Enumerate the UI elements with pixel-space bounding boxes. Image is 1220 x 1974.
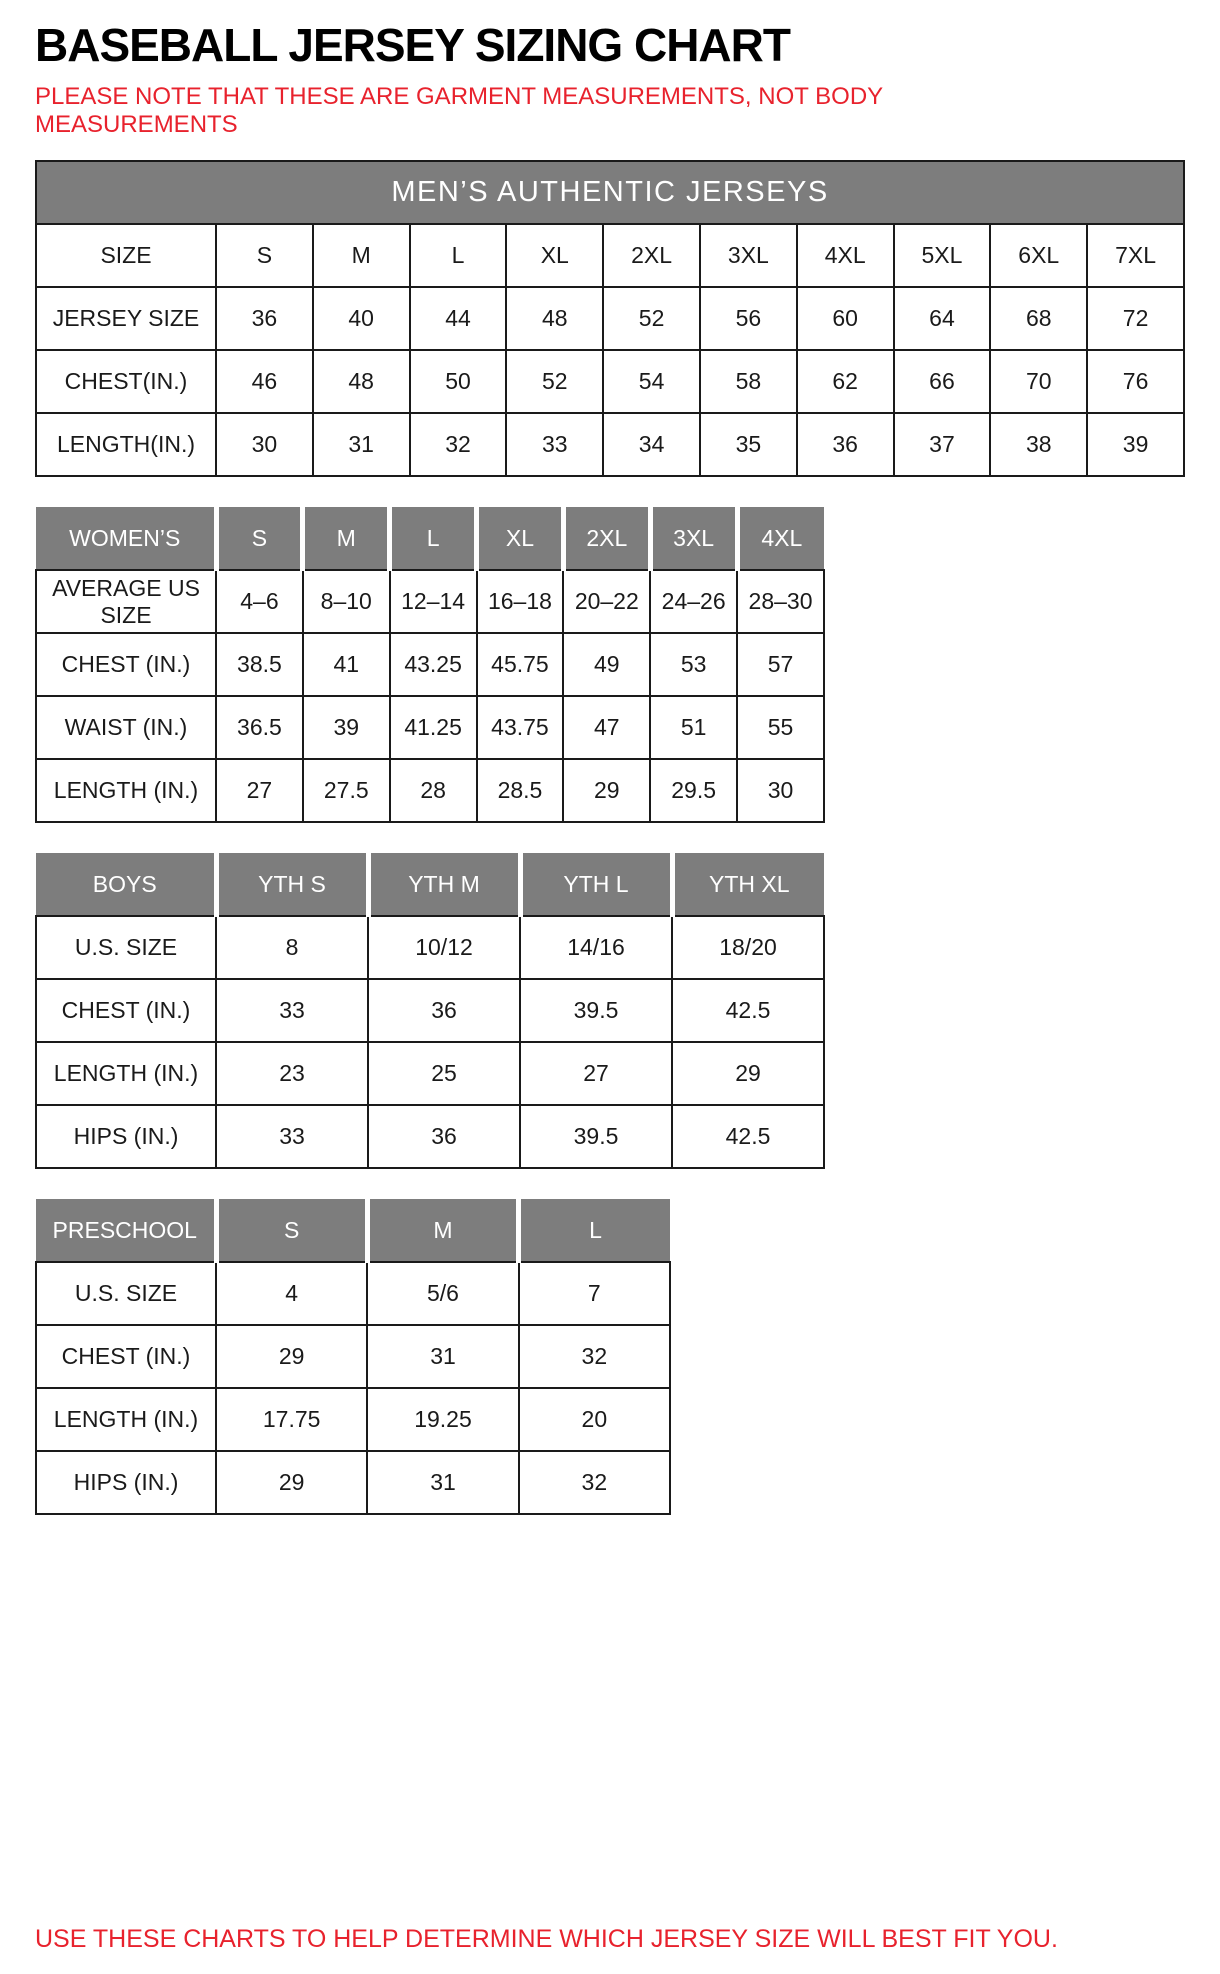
preschool-size-cell: 17.75 bbox=[216, 1388, 367, 1451]
womens-size-cell: 39 bbox=[303, 696, 390, 759]
mens-size-cell: 76 bbox=[1087, 350, 1184, 413]
womens-col-header: 4XL bbox=[737, 507, 824, 570]
mens-col-header: 3XL bbox=[700, 224, 797, 287]
preschool-size-cell: 31 bbox=[367, 1325, 518, 1388]
preschool-header-label: PRESCHOOL bbox=[36, 1199, 216, 1262]
preschool-size-cell: 32 bbox=[519, 1325, 670, 1388]
womens-col-header: S bbox=[216, 507, 303, 570]
womens-col-header: 2XL bbox=[563, 507, 650, 570]
preschool-row-label: HIPS (IN.) bbox=[36, 1451, 216, 1514]
mens-size-cell: 30 bbox=[216, 413, 313, 476]
womens-size-cell: 28–30 bbox=[737, 570, 824, 633]
womens-size-cell: 38.5 bbox=[216, 633, 303, 696]
preschool-col-header: M bbox=[367, 1199, 518, 1262]
preschool-size-cell: 29 bbox=[216, 1325, 367, 1388]
preschool-row-label: CHEST (IN.) bbox=[36, 1325, 216, 1388]
womens-size-cell: 41 bbox=[303, 633, 390, 696]
womens-row-label: WAIST (IN.) bbox=[36, 696, 216, 759]
preschool-size-cell: 31 bbox=[367, 1451, 518, 1514]
boys-col-header: YTH XL bbox=[672, 853, 824, 916]
womens-size-cell: 24–26 bbox=[650, 570, 737, 633]
mens-col-header: 5XL bbox=[894, 224, 991, 287]
mens-size-cell: 52 bbox=[506, 350, 603, 413]
mens-size-cell: 38 bbox=[990, 413, 1087, 476]
boys-size-cell: 25 bbox=[368, 1042, 520, 1105]
mens-size-cell: 50 bbox=[410, 350, 507, 413]
womens-size-cell: 45.75 bbox=[477, 633, 564, 696]
preschool-table-row bbox=[36, 1262, 670, 1325]
mens-size-cell: 66 bbox=[894, 350, 991, 413]
boys-size-cell: 36 bbox=[368, 1105, 520, 1168]
mens-col-header: 6XL bbox=[990, 224, 1087, 287]
preschool-col-header: S bbox=[216, 1199, 367, 1262]
mens-col-header: 2XL bbox=[603, 224, 700, 287]
womens-size-cell: 47 bbox=[563, 696, 650, 759]
womens-table-row bbox=[36, 570, 824, 633]
womens-size-cell: 43.75 bbox=[477, 696, 564, 759]
mens-table-row bbox=[36, 413, 1184, 476]
mens-size-cell: 72 bbox=[1087, 287, 1184, 350]
womens-size-cell: 55 bbox=[737, 696, 824, 759]
boys-size-cell: 18/20 bbox=[672, 916, 824, 979]
page-title: BASEBALL JERSEY SIZING CHART bbox=[35, 19, 790, 71]
womens-row-label: AVERAGE US SIZE bbox=[36, 570, 216, 633]
boys-col-header: YTH M bbox=[368, 853, 520, 916]
mens-sizing-table bbox=[35, 160, 1185, 477]
mens-table-row bbox=[36, 287, 1184, 350]
preschool-table-row bbox=[36, 1388, 670, 1451]
preschool-size-cell: 19.25 bbox=[367, 1388, 518, 1451]
womens-header-label: WOMEN’S bbox=[36, 507, 216, 570]
mens-row-label: CHEST(IN.) bbox=[36, 350, 216, 413]
mens-row-label: JERSEY SIZE bbox=[36, 287, 216, 350]
womens-size-cell: 53 bbox=[650, 633, 737, 696]
footer-note: USE THESE CHARTS TO HELP DETERMINE WHICH JERSEY SIZE WILL BEST FIT YOU. bbox=[35, 1925, 1058, 1954]
boys-header-row bbox=[36, 853, 824, 916]
boys-size-cell: 8 bbox=[216, 916, 368, 979]
mens-col-header: 4XL bbox=[797, 224, 894, 287]
mens-size-cell: 54 bbox=[603, 350, 700, 413]
mens-size-cell: 34 bbox=[603, 413, 700, 476]
boys-size-cell: 23 bbox=[216, 1042, 368, 1105]
mens-banner-row bbox=[36, 161, 1184, 224]
garment-measurement-note: PLEASE NOTE THAT THESE ARE GARMENT MEASUREMENTS, NOT BODY MEASUREMENTS bbox=[35, 82, 883, 139]
mens-size-cell: 36 bbox=[216, 287, 313, 350]
preschool-sizing-table bbox=[35, 1199, 671, 1515]
boys-sizing-table bbox=[35, 853, 825, 1169]
womens-size-cell: 28.5 bbox=[477, 759, 564, 822]
preschool-size-cell: 5/6 bbox=[367, 1262, 518, 1325]
mens-size-cell: 60 bbox=[797, 287, 894, 350]
boys-size-cell: 33 bbox=[216, 1105, 368, 1168]
mens-size-cell: 39 bbox=[1087, 413, 1184, 476]
womens-size-cell: 49 bbox=[563, 633, 650, 696]
boys-row-label: U.S. SIZE bbox=[36, 916, 216, 979]
womens-size-cell: 41.25 bbox=[390, 696, 477, 759]
preschool-size-cell: 29 bbox=[216, 1451, 367, 1514]
mens-size-cell: 70 bbox=[990, 350, 1087, 413]
womens-table-row bbox=[36, 759, 824, 822]
mens-size-cell: 62 bbox=[797, 350, 894, 413]
preschool-table-row bbox=[36, 1451, 670, 1514]
mens-size-cell: 48 bbox=[313, 350, 410, 413]
womens-size-cell: 28 bbox=[390, 759, 477, 822]
preschool-size-cell: 32 bbox=[519, 1451, 670, 1514]
boys-row-label: CHEST (IN.) bbox=[36, 979, 216, 1042]
preschool-size-cell: 4 bbox=[216, 1262, 367, 1325]
mens-size-cell: 46 bbox=[216, 350, 313, 413]
mens-size-cell: 33 bbox=[506, 413, 603, 476]
womens-size-cell: 27 bbox=[216, 759, 303, 822]
boys-size-cell: 10/12 bbox=[368, 916, 520, 979]
boys-table-row bbox=[36, 916, 824, 979]
mens-size-cell: 36 bbox=[797, 413, 894, 476]
womens-col-header: M bbox=[303, 507, 390, 570]
womens-table-row bbox=[36, 633, 824, 696]
womens-row-label: CHEST (IN.) bbox=[36, 633, 216, 696]
mens-size-cell: 52 bbox=[603, 287, 700, 350]
womens-col-header: 3XL bbox=[650, 507, 737, 570]
mens-size-cell: 44 bbox=[410, 287, 507, 350]
boys-row-label: LENGTH (IN.) bbox=[36, 1042, 216, 1105]
boys-table-row bbox=[36, 1105, 824, 1168]
boys-table-row bbox=[36, 979, 824, 1042]
mens-col-header: S bbox=[216, 224, 313, 287]
womens-size-cell: 16–18 bbox=[477, 570, 564, 633]
boys-size-cell: 27 bbox=[520, 1042, 672, 1105]
mens-col-header: 7XL bbox=[1087, 224, 1184, 287]
boys-size-cell: 39.5 bbox=[520, 979, 672, 1042]
preschool-size-cell: 7 bbox=[519, 1262, 670, 1325]
mens-size-cell: 35 bbox=[700, 413, 797, 476]
mens-size-cell: 31 bbox=[313, 413, 410, 476]
boys-size-cell: 14/16 bbox=[520, 916, 672, 979]
womens-row-label: LENGTH (IN.) bbox=[36, 759, 216, 822]
womens-size-cell: 43.25 bbox=[390, 633, 477, 696]
mens-table-banner: MEN’S AUTHENTIC JERSEYS bbox=[36, 161, 1184, 224]
womens-size-cell: 29.5 bbox=[650, 759, 737, 822]
mens-header-row bbox=[36, 224, 1184, 287]
womens-size-cell: 29 bbox=[563, 759, 650, 822]
womens-table-row bbox=[36, 696, 824, 759]
mens-header-label: SIZE bbox=[36, 224, 216, 287]
mens-table-row bbox=[36, 350, 1184, 413]
womens-size-cell: 4–6 bbox=[216, 570, 303, 633]
womens-size-cell: 20–22 bbox=[563, 570, 650, 633]
boys-size-cell: 39.5 bbox=[520, 1105, 672, 1168]
mens-col-header: L bbox=[410, 224, 507, 287]
preschool-row-label: U.S. SIZE bbox=[36, 1262, 216, 1325]
womens-col-header: XL bbox=[477, 507, 564, 570]
boys-size-cell: 29 bbox=[672, 1042, 824, 1105]
mens-col-header: M bbox=[313, 224, 410, 287]
preschool-size-cell: 20 bbox=[519, 1388, 670, 1451]
mens-col-header: XL bbox=[506, 224, 603, 287]
boys-size-cell: 42.5 bbox=[672, 979, 824, 1042]
preschool-table-row bbox=[36, 1325, 670, 1388]
preschool-header-row bbox=[36, 1199, 670, 1262]
womens-size-cell: 30 bbox=[737, 759, 824, 822]
boys-table-row bbox=[36, 1042, 824, 1105]
mens-size-cell: 48 bbox=[506, 287, 603, 350]
womens-header-row bbox=[36, 507, 824, 570]
mens-size-cell: 40 bbox=[313, 287, 410, 350]
womens-size-cell: 12–14 bbox=[390, 570, 477, 633]
mens-size-cell: 58 bbox=[700, 350, 797, 413]
womens-size-cell: 27.5 bbox=[303, 759, 390, 822]
womens-size-cell: 51 bbox=[650, 696, 737, 759]
mens-size-cell: 32 bbox=[410, 413, 507, 476]
womens-sizing-table bbox=[35, 507, 825, 823]
womens-size-cell: 57 bbox=[737, 633, 824, 696]
mens-size-cell: 64 bbox=[894, 287, 991, 350]
preschool-col-header: L bbox=[519, 1199, 670, 1262]
womens-size-cell: 36.5 bbox=[216, 696, 303, 759]
boys-size-cell: 36 bbox=[368, 979, 520, 1042]
tables-container bbox=[35, 160, 1185, 1515]
boys-row-label: HIPS (IN.) bbox=[36, 1105, 216, 1168]
mens-size-cell: 56 bbox=[700, 287, 797, 350]
womens-size-cell: 8–10 bbox=[303, 570, 390, 633]
preschool-row-label: LENGTH (IN.) bbox=[36, 1388, 216, 1451]
mens-size-cell: 37 bbox=[894, 413, 991, 476]
boys-col-header: YTH S bbox=[216, 853, 368, 916]
mens-size-cell: 68 bbox=[990, 287, 1087, 350]
mens-row-label: LENGTH(IN.) bbox=[36, 413, 216, 476]
boys-size-cell: 42.5 bbox=[672, 1105, 824, 1168]
womens-col-header: L bbox=[390, 507, 477, 570]
boys-header-label: BOYS bbox=[36, 853, 216, 916]
boys-col-header: YTH L bbox=[520, 853, 672, 916]
boys-size-cell: 33 bbox=[216, 979, 368, 1042]
